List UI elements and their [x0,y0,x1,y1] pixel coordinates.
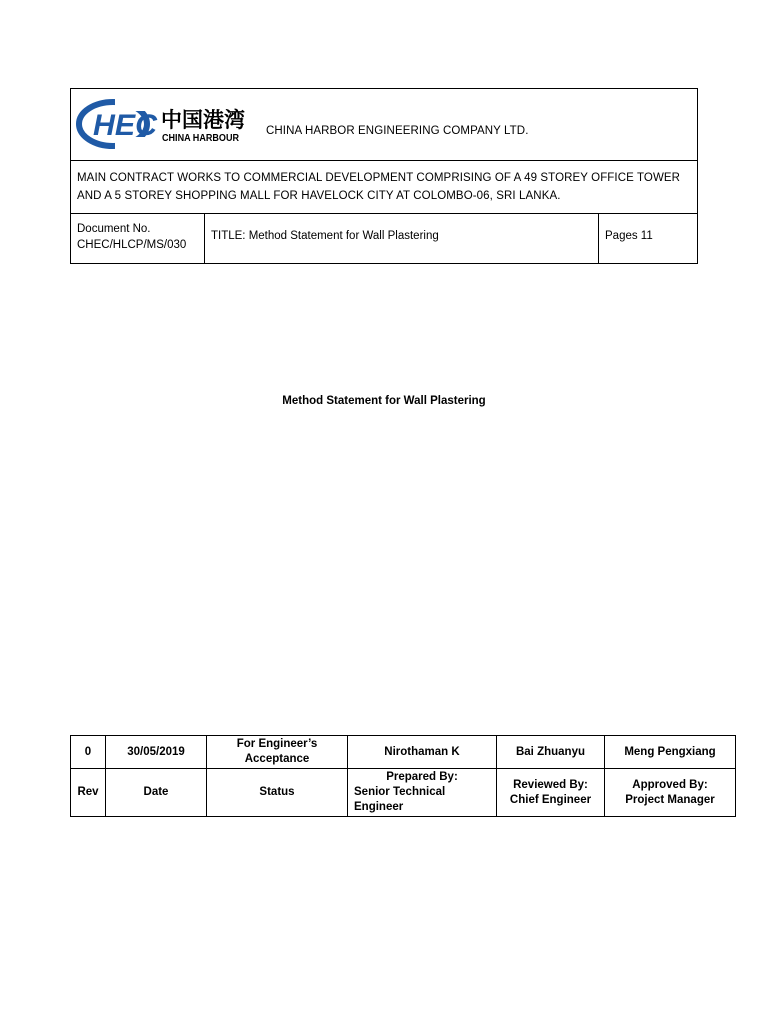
document-number-label: Document No. [77,223,151,235]
document-number-cell [71,214,205,263]
prepared-by-name: Nirothaman K [348,736,497,769]
approved-by-line-1: Approved By: [632,778,708,791]
revision-label-row [71,769,736,817]
reviewed-by-name: Bai Zhuanyu [497,736,605,769]
chec-logo [75,99,245,149]
reviewed-by-line-2: Chief Engineer [509,793,592,806]
approved-by-label [605,769,736,817]
contract-line-2: AND A 5 STOREY SHOPPING MALL FOR HAVELOCK CITY AT COLOMBO-06, SRI LANKA. [77,190,561,202]
rev-date: 30/05/2019 [106,736,207,769]
contract-description [71,161,697,214]
rev-status-line-2: Acceptance [244,753,310,765]
document-number-value: CHEC/HLCP/MS/030 [77,239,187,251]
rev-status-line-1: For Engineer’s [236,738,318,750]
rev-label: Rev [71,769,106,817]
approved-by-line-2: Project Manager [625,793,715,806]
revision-table [70,735,736,817]
approved-by-name: Meng Pengxiang [605,736,736,769]
prepared-by-line-2: Senior Technical [354,786,446,798]
revision-row [71,736,736,769]
prepared-by-label [348,769,497,817]
rev-status [207,736,348,769]
company-name: CHINA HARBOR ENGINEERING COMPANY LTD. [266,125,529,137]
svg-text:HEC: HEC [93,109,159,142]
document-header [70,88,698,264]
svg-text:CHINA HARBOUR: CHINA HARBOUR [162,133,240,144]
document-info-row [71,214,697,263]
document-title: TITLE: Method Statement for Wall Plastering [205,214,599,263]
status-label: Status [207,769,348,817]
page-count: Pages 11 [605,230,653,242]
reviewed-by-line-1: Reviewed By: [513,778,588,791]
header-logo-row [71,89,697,161]
contract-line-1: MAIN CONTRACT WORKS TO COMMERCIAL DEVELOPMENT COMPRISING OF A 49 STOREY OFFICE TOWER [77,172,681,184]
page-title: Method Statement for Wall Plastering [282,395,486,407]
svg-text:中国港湾: 中国港湾 [161,108,245,132]
date-label: Date [106,769,207,817]
reviewed-by-label [497,769,605,817]
prepared-by-line-3: Engineer [354,801,404,813]
rev-number: 0 [71,736,106,769]
prepared-by-line-1: Prepared By: [386,771,458,783]
